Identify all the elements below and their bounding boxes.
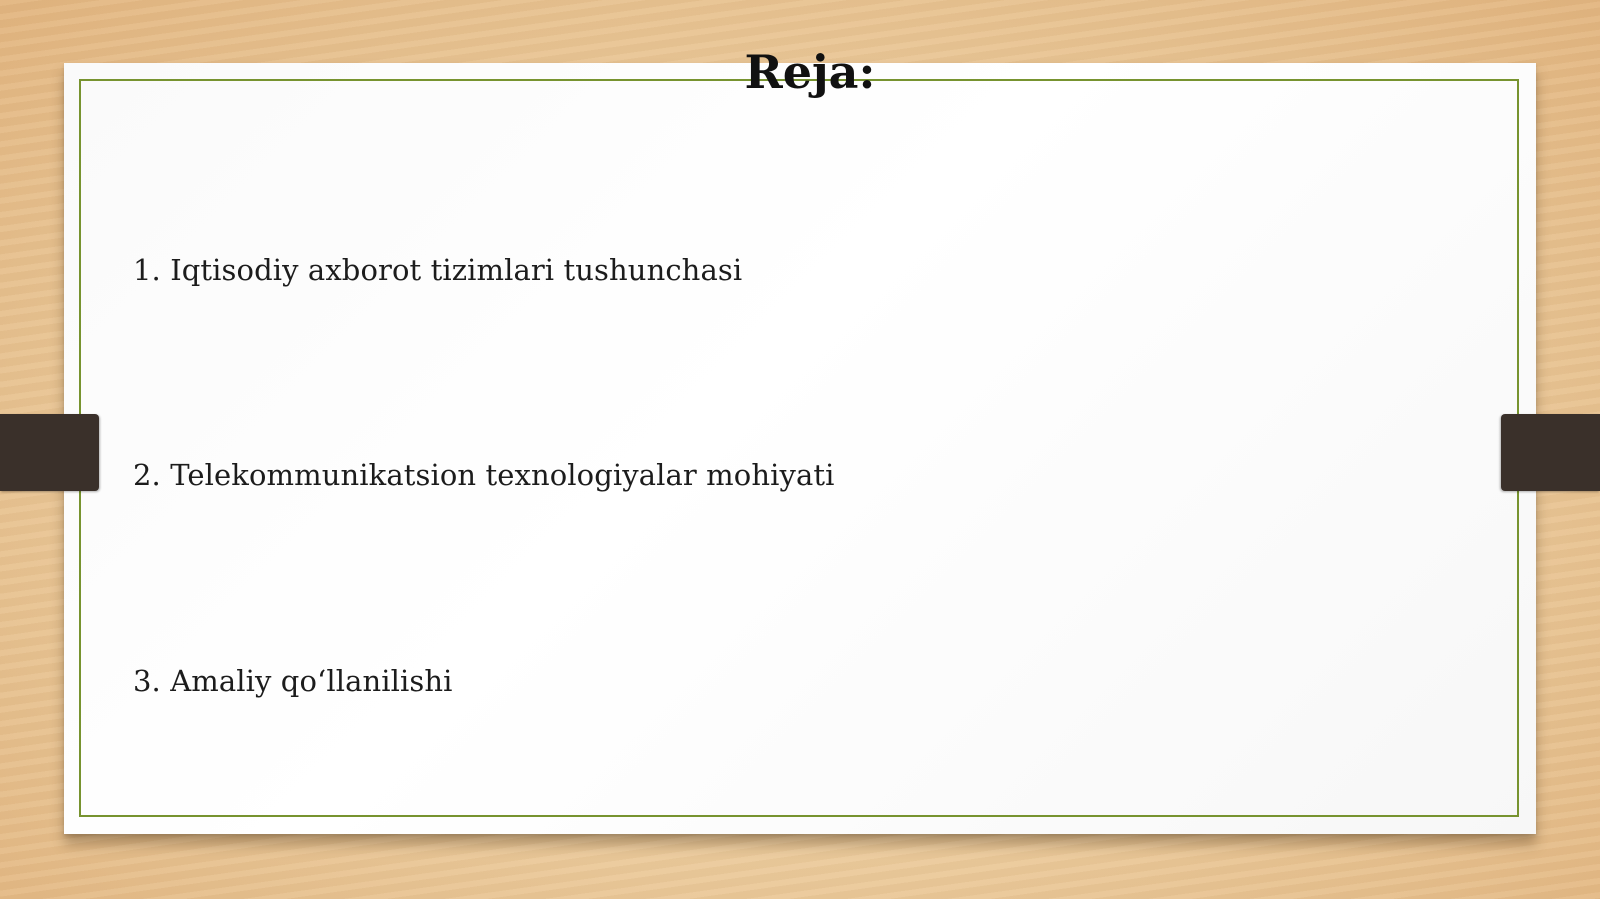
green-frame	[79, 79, 1519, 817]
right-binder-tab	[1501, 414, 1600, 491]
slide-title: Reja:	[744, 45, 876, 99]
plan-item-number: 1.	[133, 253, 161, 287]
left-binder-tab	[0, 414, 99, 491]
plan-item-text: Iqtisodiy axborot tizimlari tushunchasi	[170, 253, 743, 287]
plan-item-text: Telekommunikatsion texnologiyalar mohiyati	[170, 458, 835, 492]
plan-item-number: 2.	[133, 458, 161, 492]
plan-item	[133, 250, 742, 290]
plan-item-number: 3.	[133, 664, 161, 698]
plan-item-text: Amaliy qo‘llanilishi	[170, 664, 453, 698]
plan-item	[133, 455, 835, 495]
plan-item	[133, 661, 453, 701]
